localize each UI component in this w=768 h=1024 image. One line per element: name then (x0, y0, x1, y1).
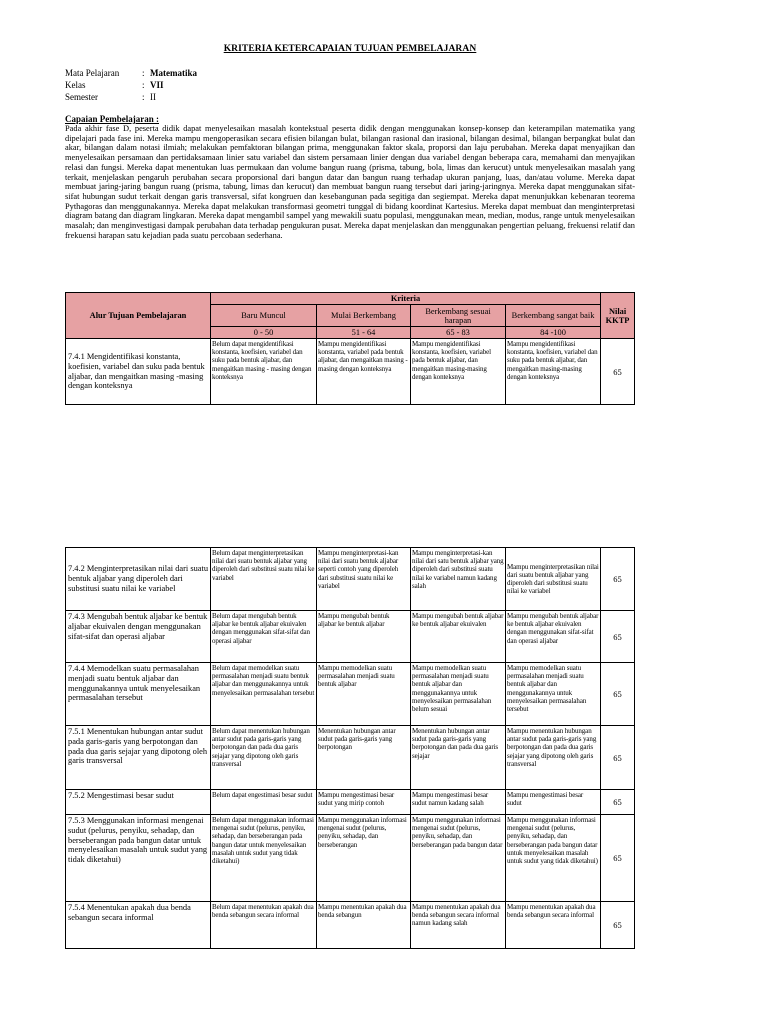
nilai-cell: 65 (601, 790, 635, 815)
atp-cell: 7.4.2 Menginterpretasikan nilai dari suatu bentuk aljabar yang diperoleh dari substitusi suatu nilai ke variabel (66, 548, 211, 611)
criteria-cell: Belum dapat menggunakan informasi mengenai sudut (pelurus, penyiku, sehadap, dan berseberangan pada bangun datar untuk menyelesaikan masalah untuk sudut yang tidak diketahui) (211, 815, 317, 902)
criteria-cell: Menentukan hubungan antar sudut pada garis-garis yang berpotongan (317, 726, 411, 790)
meta-semester: Semester : II (65, 92, 156, 102)
criteria-cell: Mampu mengidentifikasi konstanta, koefisien, variabel dan suku pada bentuk aljabar, dan mengaitkan masing-masing dengan konteksnya (506, 339, 601, 405)
meta-value: Matematika (150, 68, 197, 78)
atp-cell: 7.4.4 Memodelkan suatu permasalahan menjadi suatu bentuk aljabar dan menggunakannya untuk menyelesaikan permasalahan tersebut (66, 663, 211, 726)
nilai-cell: 65 (601, 726, 635, 790)
atp-cell: 7.5.1 Menentukan hubungan antar sudut pada garis-garis yang berpotongan dan pada dua garis sejajar yang dipotong oleh garis transversal (66, 726, 211, 790)
criteria-cell: Mampu mengubah bentuk aljabar ke bentuk aljabar (317, 611, 411, 663)
criteria-cell: Mampu menentukan hubungan antar sudut pada garis-garis yang berpotongan dan pada dua garis sejajar yang dipotong oleh garis transversal (506, 726, 601, 790)
header-level: Berkembang sesuai harapan (411, 305, 506, 327)
criteria-cell: Mampu memodelkan suatu permasalahan menjadi suatu bentuk aljabar dan menggunakannya untuk menyelesaikan permasalahan tersebut (506, 663, 601, 726)
criteria-cell: Belum dapat engestimasi besar sudut (211, 790, 317, 815)
header-range: 84 -100 (506, 327, 601, 339)
criteria-cell: Mampu menggunakan informasi mengenai sudut (pelurus, penyiku, sehadap, dan berseberangan pada bangun datar (411, 815, 506, 902)
criteria-cell: Belum dapat mengubah bentuk aljabar ke bentuk aljabar ekuivalen dengan menggunakan sifat-sifat dan operasi aljabar (211, 611, 317, 663)
criteria-cell: Mampu menentukan apakah dua benda sebangun secara informal (506, 902, 601, 949)
table-row (66, 902, 635, 949)
meta-class: Kelas : VII (65, 80, 164, 90)
table-row (66, 790, 635, 815)
criteria-cell: Mampu mengidentifikasi konstanta, koefisien, variabel pada bentuk aljabar, dan mengaitkan masing-masing dengan konteksnya (411, 339, 506, 405)
criteria-cell: Mampu menentukan apakah dua benda sebangun secara informal namun kadang salah (411, 902, 506, 949)
criteria-cell: Mampu menginterpretasikan nilai dari suatu bentuk aljabar yang diperoleh dari substitusi suatu nilai ke variabel (506, 548, 601, 611)
table-row (66, 663, 635, 726)
criteria-cell: Mampu menggunakan informasi mengenai sudut (pelurus, penyiku, sehadap, dan berseberangan (317, 815, 411, 902)
criteria-cell: Mampu mengubah bentuk aljabar ke bentuk aljabar ekuivalen dengan menggunakan sifat-sifat dan operasi aljabar (506, 611, 601, 663)
criteria-cell: Mampu menginterpretasi-kan nilai dari satu bentuk aljabar yang diperoleh dari substitusi suatu nilai ke variabel namun kadang salah (411, 548, 506, 611)
header-nilai: Nilai KKTP (601, 293, 635, 339)
atp-cell: 7.4.1 Mengidentifikasi konstanta, koefisien, variabel dan suku pada bentuk aljabar, dan mengaitkan masing -masing dengan konteksnya (66, 339, 211, 405)
nilai-cell: 65 (601, 611, 635, 663)
header-level: Baru Muncul (211, 305, 317, 327)
header-kriteria: Kriteria (211, 293, 601, 305)
meta-key: Semester (65, 92, 98, 102)
criteria-cell: Mampu memodelkan suatu permasalahan menjadi suatu bentuk aljabar (317, 663, 411, 726)
criteria-cell: Mampu menentukan apakah dua benda sebangun (317, 902, 411, 949)
table-row (66, 339, 635, 405)
nilai-cell: 65 (601, 663, 635, 726)
criteria-cell: Mampu menggunakan informasi mengenai sudut (pelurus, penyiku, sehadap, dan berseberangan pada bangun datar untuk menyelesaikan masalah untuk sudut yang tidak diketahui) (506, 815, 601, 902)
criteria-table (65, 292, 635, 405)
criteria-cell: Mampu mengubah bentuk aljabar ke bentuk aljabar ekuivalen (411, 611, 506, 663)
criteria-cell: Mampu mengestimasi besar sudut namun kadang salah (411, 790, 506, 815)
meta-value: VII (150, 80, 164, 90)
criteria-cell: Belum dapat menginterpretasikan nilai dari suatu bentuk aljabar yang diperoleh dari substitusi suatu nilai ke variabel (211, 548, 317, 611)
atp-cell: 7.4.3 Mengubah bentuk aljabar ke bentuk aljabar ekuivalen dengan menggunakan sifat-sifat dan operasi aljabar (66, 611, 211, 663)
criteria-cell: Mampu menginterpretasi-kan nilai dari suatu bentuk aljabar seperti contoh yang diperoleh dari substitusi suatu nilai ke variabel (317, 548, 411, 611)
meta-value: II (150, 92, 156, 102)
criteria-cell: Mampu memodelkan suatu permasalahan menjadi suatu bentuk aljabar dan menggunakannya untuk menyelesaikan permasalahan belum sesuai (411, 663, 506, 726)
header-range: 65 - 83 (411, 327, 506, 339)
criteria-cell: Belum dapat mengidentifikasi konstanta, koefisien, variabel dan suku pada bentuk aljabar, dan mengaitkan masing - masing dengan konteksnya (211, 339, 317, 405)
criteria-cell: Belum dapat menentukan apakah dua benda sebangun secara informal (211, 902, 317, 949)
table-row (66, 611, 635, 663)
nilai-cell: 65 (601, 548, 635, 611)
meta-key: Kelas (65, 80, 86, 90)
criteria-table-continued (65, 547, 635, 949)
criteria-cell: Belum dapat memodelkan suatu permasalahan menjadi suatu bentuk aljabar dan menggunakannya untuk menyelesaikan permasalahan tersebut (211, 663, 317, 726)
criteria-cell: Menentukan hubungan antar sudut pada garis-garis yang berpotongan dan pada dua garis sejajar (411, 726, 506, 790)
table-row (66, 548, 635, 611)
criteria-cell: Mampu mengidentifikasi konstanta, variabel pada bentuk aljabar, dan mengaitkan masing - masing dengan konteksnya (317, 339, 411, 405)
meta-key: Mata Pelajaran (65, 68, 120, 78)
header-level: Berkembang sangat baik (506, 305, 601, 327)
criteria-cell: Belum dapat menentukan hubungan antar sudut pada garis-garis yang berpotongan dan pada dua garis sejajar yang dipotong oleh garis transversal (211, 726, 317, 790)
table-row (66, 815, 635, 902)
capaian-heading: Capaian Pembelajaran : (65, 114, 159, 124)
criteria-cell: Mampu mengestimasi besar sudut yang mirip contoh (317, 790, 411, 815)
criteria-cell: Mampu mengestimasi besar sudut (506, 790, 601, 815)
meta-subject: Mata Pelajaran : Matematika (65, 68, 197, 78)
atp-cell: 7.5.2 Mengestimasi besar sudut (66, 790, 211, 815)
header-range: 51 - 64 (317, 327, 411, 339)
header-level: Mulai Berkembang (317, 305, 411, 327)
table-row (66, 726, 635, 790)
capaian-text: Pada akhir fase D, peserta didik dapat menyelesaikan masalah kontekstual peserta didik dengan menggunakan konsep-konsep dan keterampilan matematika yang dipelajari pada fase ini. Mereka mampu mengoperasikan secara efisien bilangan bulat, bilangan rasional dan irasional, bilangan desimal, bilangan berpangkat bulat dan akar, bilangan dalam notasi ilmiah; melakukan pemfaktoran bilangan prima, menggunakan faktor skala, proporsi dan laju perubahan. Mereka dapat menyajikan dan menyelesaikan persamaan dan pertidaksamaan linier satu variabel dan sistem persamaan linier dengan dua variabel dengan beberapa cara, memahami dan menyajikan relasi dan fungsi. Mereka dapat menentukan luas permukaan dan volume bangun ruang (prisma, tabung, bola, limas dan kerucut) untuk menyelesaikan masalah yang terkait, menjelaskan pengaruh perubahan secara proporsional dari bangun datar dan bangun ruang terhadap ukuran panjang, luas, dan/atau volume. Mereka dapat membuat jaring-jaring bangun ruang (prisma, tabung, limas dan kerucut) dan membuat bangun ruang tersebut dari jaring-jaringnya. Mereka dapat menggunakan sifat-sifat hubungan sudut terkait dengan garis transversal, sifat kongruen dan kesebangunan pada segitiga dan segiempat. Mereka dapat menunjukkan kebenaran teorema Pythagoras dan menggunakannya. Mereka dapat melakukan transformasi geometri tunggal di bidang koordinat Kartesius. Mereka dapat membuat dan menginterpretasi diagram batang dan diagram lingkaran. Mereka dapat mengambil sampel yang mewakili suatu populasi, menggunakan mean, median, modus, range untuk menyelesaikan masalah; dan menginvestigasi dampak perubahan data terhadap pengukuran pusat. Mereka dapat menjelaskan dan menggunakan pengertian peluang, frekuensi relatif dan frekuensi harapan satu kejadian pada suatu percobaan sederhana. (65, 124, 635, 240)
document-title: KRITERIA KETERCAPAIAN TUJUAN PEMBELAJARAN (223, 44, 477, 54)
nilai-cell: 65 (601, 339, 635, 405)
atp-cell: 7.5.4 Menentukan apakah dua benda sebangun secara informal (66, 902, 211, 949)
nilai-cell: 65 (601, 815, 635, 902)
atp-cell: 7.5.3 Menggunakan informasi mengenai sudut (pelurus, penyiku, sehadap, dan berseberangan pada bangun datar untuk menyelesaikan masalah untuk sudut yang tidak diketahui) (66, 815, 211, 902)
nilai-cell: 65 (601, 902, 635, 949)
header-atp: Alur Tujuan Pembelajaran (66, 293, 211, 339)
header-range: 0 - 50 (211, 327, 317, 339)
